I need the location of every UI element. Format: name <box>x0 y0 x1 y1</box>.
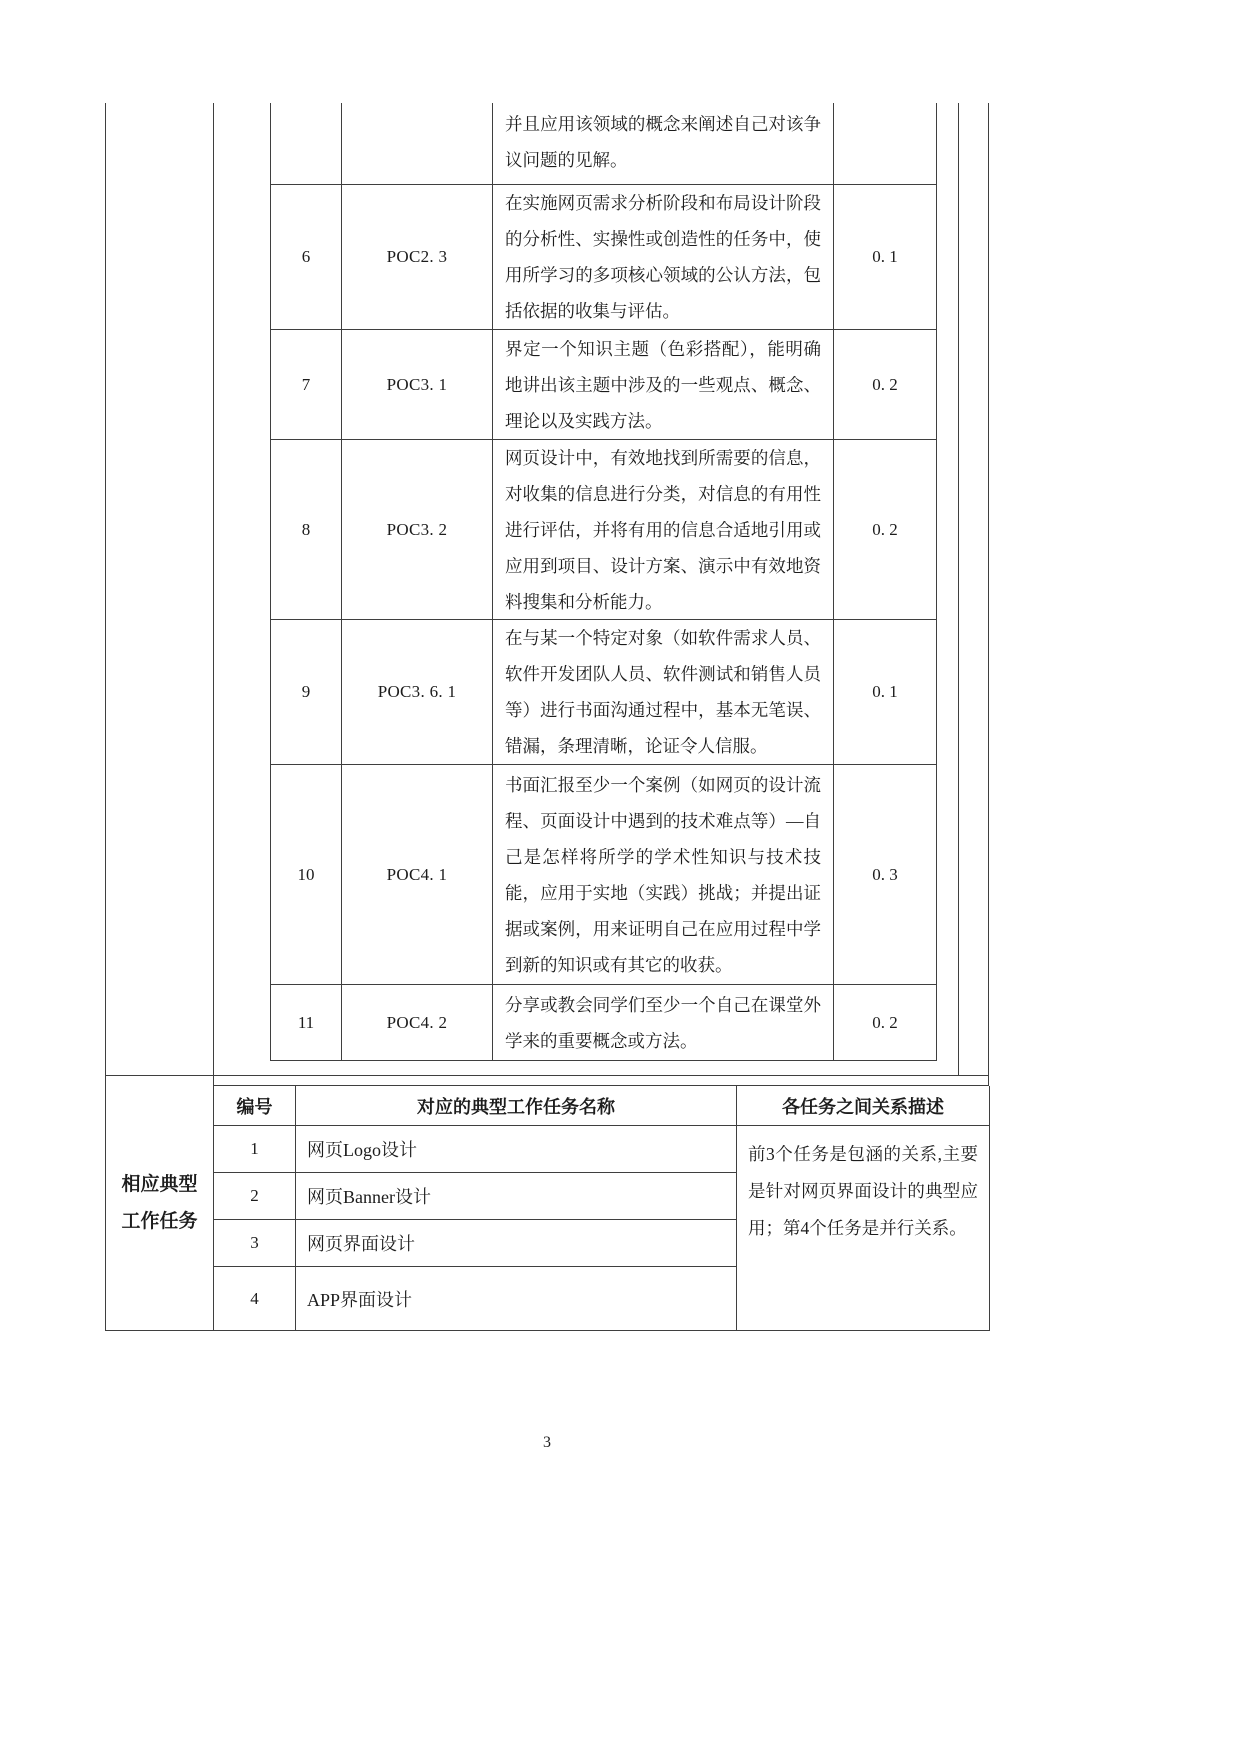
rubric-row-9 <box>271 620 936 765</box>
poc-code-cell <box>342 103 493 184</box>
task-name: 网页Logo设计 <box>296 1126 737 1173</box>
description-cell <box>493 440 834 619</box>
description-text: 在实施网页需求分析阶段和布局设计阶段的分析性、实操性或创造性的任务中，使用所学习的多项核心领域的公认方法，包括依据的收集与评估。 <box>505 193 821 321</box>
tasks-header-relation: 各任务之间关系描述 <box>737 1086 990 1126</box>
poc-code-cell: POC3. 6. 1 <box>342 620 493 764</box>
section-label <box>106 1076 213 1330</box>
row-number-cell: 6 <box>271 185 342 329</box>
rubric-row-7 <box>271 330 936 440</box>
weight-cell: 0. 2 <box>872 374 898 394</box>
tasks-table <box>213 1085 989 1331</box>
description-text: 网页设计中，有效地找到所需要的信息，对收集的信息进行分类，对信息的有用性进行评估，并将有用的信息合适地引用或应用到项目、设计方案、演示中有效地资料搜集和分析能力。 <box>505 447 821 612</box>
page-number: 3 <box>543 1434 551 1451</box>
weight-cell: 0. 1 <box>872 682 898 701</box>
task-name: 网页界面设计 <box>296 1220 737 1267</box>
row-number-cell: 11 <box>271 985 342 1060</box>
weight-cell: 0. 2 <box>872 519 898 539</box>
weight-cell <box>834 103 936 184</box>
poc-code-cell: POC4. 2 <box>342 985 493 1060</box>
section-divider-line <box>105 1075 989 1076</box>
poc-code-cell: POC3. 1 <box>342 330 493 439</box>
description-text: 书面汇报至少一个案例（如网页的设计流程、页面设计中遇到的技术难点等）—自己是怎样将所学的学术性知识与技术技能，应用于实地（实践）挑战；并提出证据或案例，用来证明自己在应用过程中学到新的知识或有其它的收获。 <box>505 774 821 975</box>
description-cell <box>493 103 834 184</box>
section-label-line2: 工作任务 <box>121 1211 198 1232</box>
weight-cell: 0. 1 <box>872 247 898 266</box>
tasks-header-no: 编号 <box>214 1086 296 1126</box>
section-label-line1: 相应典型 <box>121 1174 198 1195</box>
description-cell <box>493 985 834 1060</box>
description-cell <box>493 330 834 439</box>
task-name: APP界面设计 <box>296 1267 737 1331</box>
description-cell <box>493 185 834 329</box>
task-number: 1 <box>214 1126 296 1173</box>
weight-cell: 0. 3 <box>872 864 898 884</box>
task-number: 3 <box>214 1220 296 1267</box>
poc-code-cell: POC3. 2 <box>342 440 493 619</box>
rubric-row-10 <box>271 765 936 985</box>
description-cell <box>493 620 834 764</box>
task-number: 2 <box>214 1173 296 1220</box>
rubric-row-11 <box>271 985 936 1061</box>
inner-right-divider <box>958 103 959 1076</box>
carryover-text: 并且应用该领域的概念来阐述自己对该争议问题的见解。 <box>505 114 821 170</box>
row-number-cell: 10 <box>271 765 342 984</box>
poc-code-cell: POC4. 1 <box>342 765 493 984</box>
row-number-cell: 8 <box>271 440 342 619</box>
weight-cell: 0. 2 <box>872 1012 898 1032</box>
task-relation-description: 前3个任务是包涵的关系,主要是针对网页界面设计的典型应用；第4个任务是并行关系。 <box>737 1126 990 1331</box>
tasks-header-name: 对应的典型工作任务名称 <box>296 1086 737 1126</box>
description-cell <box>493 765 834 984</box>
rubric-row-carryover <box>271 103 936 185</box>
rubric-row-8 <box>271 440 936 620</box>
description-text: 分享或教会同学们至少一个自己在课堂外学来的重要概念或方法。 <box>505 994 821 1051</box>
poc-code-cell: POC2. 3 <box>342 185 493 329</box>
task-number: 4 <box>214 1267 296 1331</box>
description-text: 界定一个知识主题（色彩搭配），能明确地讲出该主题中涉及的一些观点、概念、理论以及实践方法。 <box>505 338 821 431</box>
rubric-table <box>270 103 937 1061</box>
row-number-cell: 9 <box>271 620 342 764</box>
description-text: 在与某一个特定对象（如软件需求人员、软件开发团队人员、软件测试和销售人员等）进行书面沟通过程中，基本无笔误、错漏，条理清晰，论证令人信服。 <box>505 628 821 756</box>
row-number-cell: 7 <box>271 330 342 439</box>
rubric-row-6 <box>271 185 936 330</box>
task-name: 网页Banner设计 <box>296 1173 737 1220</box>
row-number-cell <box>271 103 342 184</box>
